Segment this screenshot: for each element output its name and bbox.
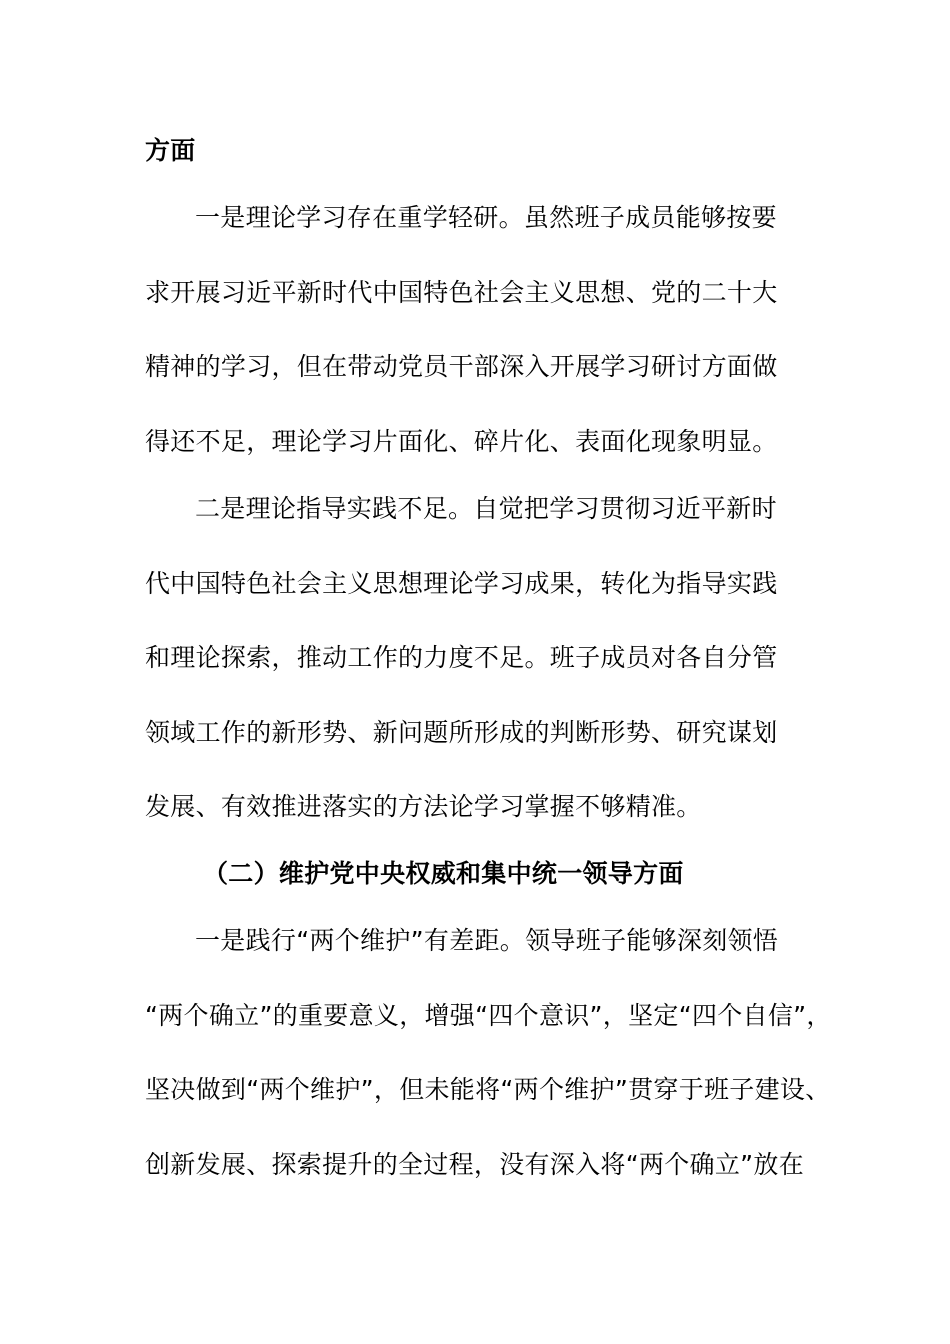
paragraph-line: 求开展习近平新时代中国特色社会主义思想、党的二十大 <box>145 278 778 307</box>
paragraph-line: 发展、有效推进落实的方法论学习掌握不够精准。 <box>145 792 702 821</box>
paragraph-line: “两个确立”的重要意义，增强“四个意识”，坚定“四个自信”， <box>145 1001 832 1030</box>
paragraph-line: 一是理论学习存在重学轻研。虽然班子成员能够按要 <box>195 203 777 232</box>
paragraph-line: 领域工作的新形势、新问题所形成的判断形势、研究谋划 <box>145 718 778 747</box>
paragraph-line: 一是践行“两个维护”有差距。领导班子能够深刻领悟 <box>195 926 779 955</box>
paragraph-line: 代中国特色社会主义思想理论学习成果，转化为指导实践 <box>145 569 778 598</box>
paragraph-line: 得还不足，理论学习片面化、碎片化、表面化现象明显。 <box>145 427 778 456</box>
section-heading-continuation: 方面 <box>145 136 196 165</box>
paragraph-line: 创新发展、探索提升的全过程，没有深入将“两个确立”放在 <box>145 1150 805 1179</box>
paragraph-line: 二是理论指导实践不足。自觉把学习贯彻习近平新时 <box>195 494 777 523</box>
paragraph-line: 坚决做到“两个维护”，但未能将“两个维护”贯穿于班子建设、 <box>145 1075 831 1104</box>
section-heading: （二）维护党中央权威和集中统一领导方面 <box>203 859 684 888</box>
paragraph-line: 精神的学习，但在带动党员干部深入开展学习研讨方面做 <box>145 352 778 381</box>
paragraph-line: 和理论探索，推动工作的力度不足。班子成员对各自分管 <box>145 643 778 672</box>
